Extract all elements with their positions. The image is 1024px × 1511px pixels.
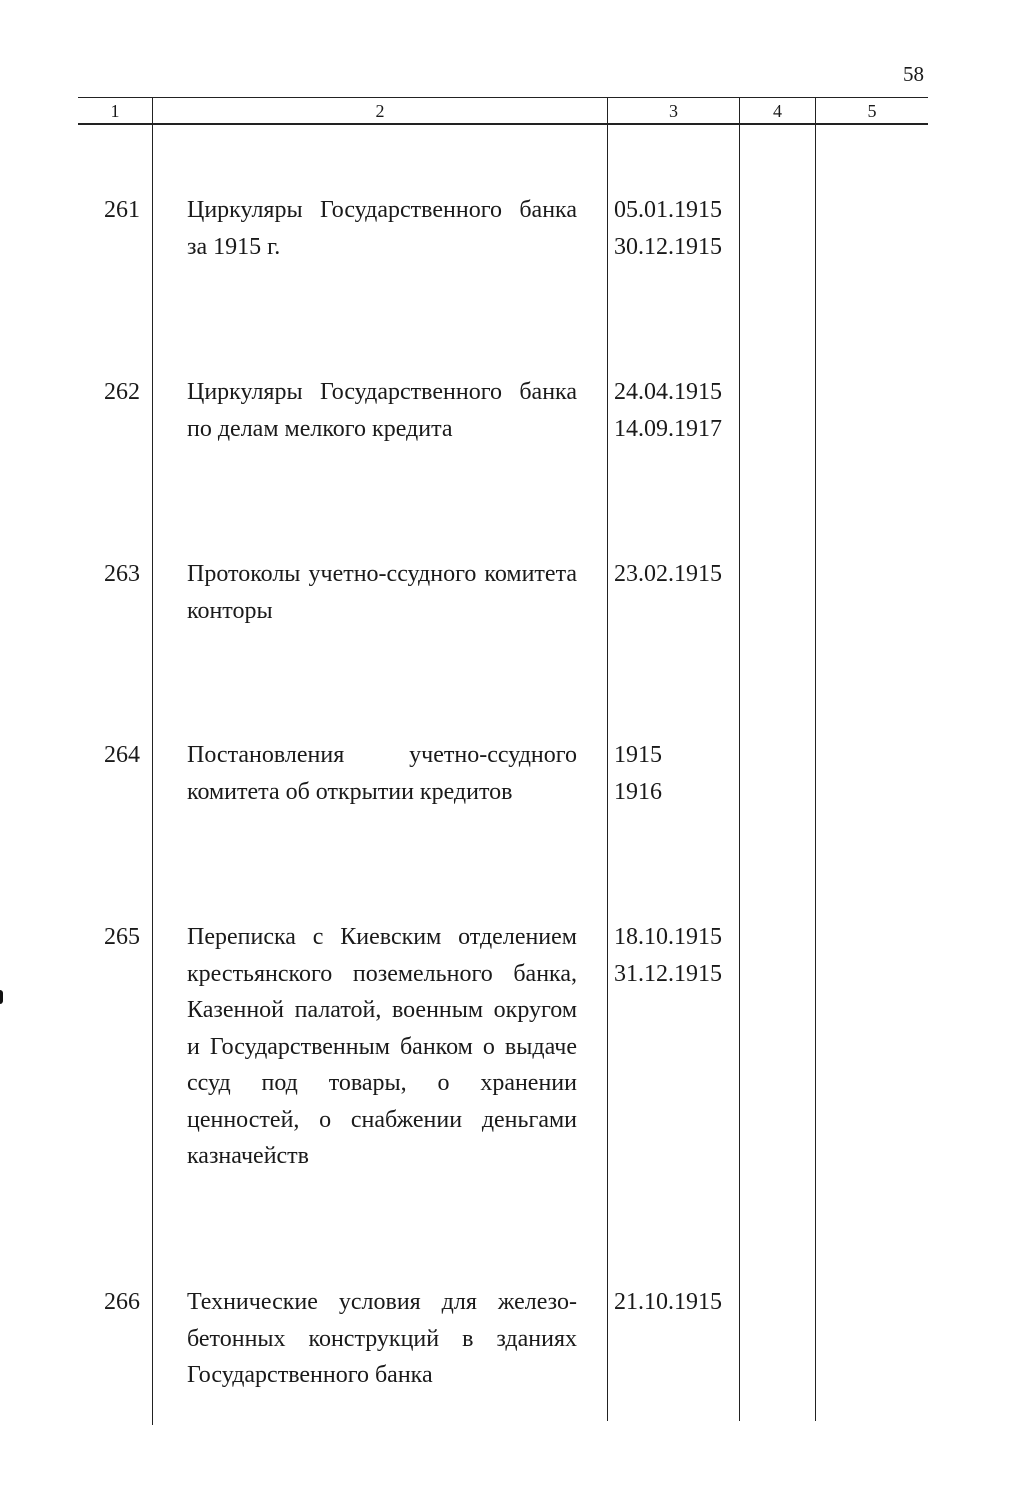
column-divider: [607, 97, 608, 1421]
row-description: Технические условия для железо-бетонных конструкций в зданиях Государственного банка: [187, 1289, 577, 1388]
date-start: 23.02.1915: [614, 561, 722, 587]
column-number-5: 5: [867, 101, 877, 121]
row-description: Циркуляры Государственного банка за 1915 г.: [187, 197, 577, 260]
page-number: 58: [903, 62, 924, 86]
scan-margin-mark: [0, 990, 3, 1004]
column-divider: [152, 97, 153, 1425]
date-start: 21.10.1915: [614, 1289, 722, 1315]
row-number: 263: [104, 561, 140, 587]
column-number-2: 2: [375, 101, 385, 121]
row-dates: [614, 192, 738, 265]
row-description: Протоколы учетно-ссудного комитета конторы: [187, 561, 577, 624]
date-end: 30.12.1915: [614, 233, 722, 260]
date-start: 05.01.1915: [614, 197, 722, 223]
row-number: 265: [104, 924, 140, 950]
table-top-border: [78, 97, 928, 98]
column-divider: [815, 97, 816, 1421]
row-dates: [614, 556, 738, 593]
row-description: Переписка с Киевским отделением крестьянского поземельного банка, Казенной палатой, военным округом и Государственным банком о выдаче ссуд под товары, о хранении ценностей, о снабжении деньгами казначейств: [187, 924, 577, 1169]
row-dates: [614, 737, 738, 810]
row-number: 266: [104, 1289, 140, 1315]
column-number-3: 3: [669, 101, 678, 121]
row-dates: [614, 1284, 738, 1321]
column-divider: [739, 97, 740, 1421]
row-description: Циркуляры Государственного банка по делам мелкого кредита: [187, 379, 577, 442]
date-start: 18.10.1915: [614, 924, 722, 950]
row-dates: [614, 374, 738, 447]
date-end: 1916: [614, 778, 662, 805]
date-start: 24.04.1915: [614, 379, 722, 405]
row-description: Постановления учетно-ссудного комитета об открытии кредитов: [187, 742, 577, 805]
date-start: 1915: [614, 742, 662, 768]
column-number-4: 4: [773, 101, 782, 121]
date-end: 14.09.1917: [614, 415, 722, 442]
row-dates: [614, 919, 738, 992]
row-number: 262: [104, 379, 140, 405]
row-number: 261: [104, 197, 140, 223]
column-number-1: 1: [110, 101, 120, 121]
date-end: 31.12.1915: [614, 960, 722, 987]
row-number: 264: [104, 742, 140, 768]
table-header-border: [78, 123, 928, 125]
